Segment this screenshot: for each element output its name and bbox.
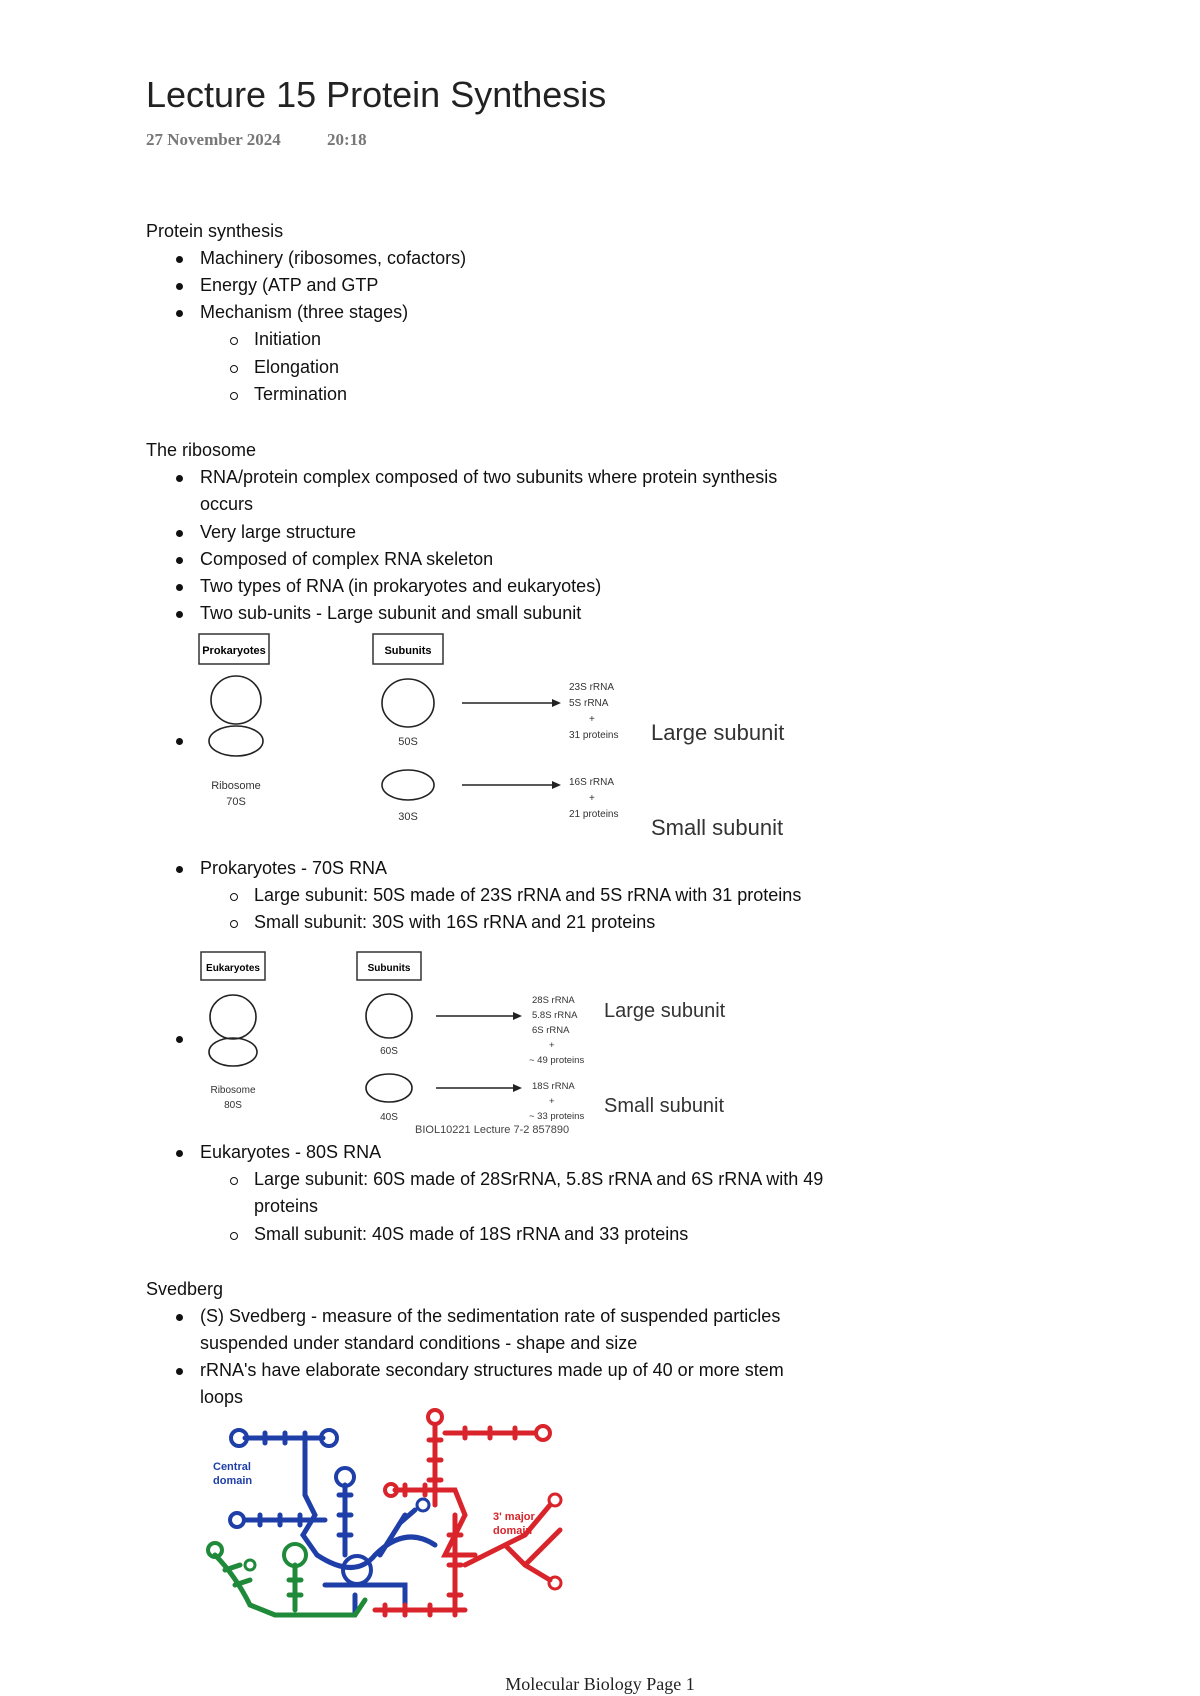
sub-bullet-icon [230,365,238,373]
large-s-label: 60S [380,1046,398,1057]
sub-bullet-icon [230,337,238,345]
rrna-label: 16S rRNA [569,777,615,788]
central-domain-structure [230,1430,435,1615]
bullet-icon [176,530,183,537]
small-subunit-shape [366,1074,412,1102]
list-item: Termination [254,384,348,404]
list-item: Two types of RNA (in prokaryotes and eukaryotes) [200,576,602,596]
central-domain-label: domain [213,1475,253,1487]
arrow-icon [552,699,561,707]
list-item: (S) Svedberg - measure of the sedimentation rate of suspended particles [200,1306,781,1326]
list-item: Eukaryotes - 80S RNA [200,1142,382,1162]
list-item: proteins [254,1196,319,1216]
list-item: rRNA's have elaborate secondary structures made up of 40 or more stem [200,1360,784,1380]
proteins-label: 31 proteins [569,730,619,741]
bullet-icon [176,557,183,564]
sub-bullet-icon [230,920,238,928]
large-subunit-label: Large subunit [604,1000,726,1022]
ribosome-small-shape [209,726,263,756]
prokaryote-ribosome-figure [195,628,835,843]
proteins-label: ~ 49 proteins [529,1055,585,1066]
ribosome-large-shape [211,676,261,724]
page-title: Lecture 15 Protein Synthesis [146,74,607,115]
bullet-icon [176,283,183,290]
bullet-icon [176,1314,183,1321]
plus-label: + [589,793,595,804]
sub-bullet-icon [230,1232,238,1240]
list-item: Elongation [254,357,340,377]
list-item: Energy (ATP and GTP [200,275,379,295]
list-item: suspended under standard conditions - shape and size [200,1333,638,1353]
plus-label: + [549,1040,555,1051]
small-subunit-shape [382,770,434,800]
box-label: Subunits [367,963,411,974]
rrna-label: 28S rRNA [532,995,575,1006]
box-label: Eukaryotes [206,963,260,974]
rrna-label: 23S rRNA [569,682,615,693]
list-item: Large subunit: 50S made of 23S rRNA and 5S rRNA with 31 proteins [254,885,802,905]
list-item: Machinery (ribosomes, cofactors) [200,248,467,268]
box-label: Prokaryotes [202,645,266,657]
list-item: Mechanism (three stages) [200,302,409,322]
sub-bullet-icon [230,1177,238,1185]
small-s-label: 30S [398,811,418,823]
list-item: Large subunit: 60S made of 28SrRNA, 5.8S rRNA and 6S rRNA with 49 [254,1169,824,1189]
bullet-icon [176,1036,183,1043]
plus-label: + [589,714,595,725]
bullet-icon [176,611,183,618]
list-item: loops [200,1387,244,1407]
rrna-label: 5S rRNA [569,698,609,709]
rrna-label: 5.8S rRNA [532,1010,578,1021]
list-item: Two sub-units - Large subunit and small subunit [200,603,582,623]
large-subunit-shape [382,679,434,727]
major-domain-label: 3' major [493,1511,535,1523]
bullet-icon [176,475,183,482]
sub-bullet-icon [230,893,238,901]
list-item: Composed of complex RNA skeleton [200,549,494,569]
page-footer: Molecular Biology Page 1 [505,1674,695,1694]
ribosome-s-label: 70S [226,796,246,808]
list-item: RNA/protein complex composed of two subunits where protein synthesis [200,467,778,487]
major-domain-label: domain [493,1525,533,1537]
section-heading-ribosome: The ribosome [146,440,257,460]
timestamp [146,130,367,150]
bullet-icon [176,310,183,317]
rrna-secondary-structure-figure [205,1405,615,1630]
bullet-icon [176,866,183,873]
rrna-label: 18S rRNA [532,1081,575,1092]
section-heading-protein-synthesis: Protein synthesis [146,221,284,241]
rrna-label: 6S rRNA [532,1025,570,1036]
small-s-label: 40S [380,1112,398,1123]
section-heading-svedberg: Svedberg [146,1279,224,1299]
list-item: Small subunit: 40S made of 18S rRNA and 33 proteins [254,1224,689,1244]
bullet-icon [176,584,183,591]
figure-caption: BIOL10221 Lecture 7-2 857890 [415,1124,570,1136]
list-item: Initiation [254,329,322,349]
list-item: Very large structure [200,522,357,542]
small-subunit-label: Small subunit [604,1095,725,1117]
list-item: Small subunit: 30S with 16S rRNA and 21 proteins [254,912,656,932]
small-subunit-label: Small subunit [651,815,784,840]
date: 27 November 2024 [146,130,281,149]
arrow-icon [513,1084,522,1092]
large-subunit-label: Large subunit [651,720,785,745]
eukaryote-ribosome-figure [195,946,815,1141]
list-item: occurs [200,494,254,514]
5-prime-domain-structure [208,1543,365,1615]
bullet-icon [176,738,183,745]
bullet-icon [176,1368,183,1375]
arrow-icon [552,781,561,789]
time: 20:18 [326,130,367,149]
ribosome-large-shape [210,995,256,1039]
proteins-label: ~ 33 proteins [529,1111,585,1122]
arrow-icon [513,1012,522,1020]
bullet-icon [176,256,183,263]
ribosome-label: Ribosome [211,780,261,792]
sub-bullet-icon [230,392,238,400]
ribosome-small-shape [209,1038,257,1066]
large-subunit-shape [366,994,412,1038]
large-s-label: 50S [398,736,418,748]
plus-label: + [549,1096,555,1107]
proteins-label: 21 proteins [569,809,619,820]
ribosome-s-label: 80S [224,1100,242,1111]
box-label: Subunits [384,645,432,657]
list-item: Prokaryotes - 70S RNA [200,858,388,878]
bullet-icon [176,1150,183,1157]
central-domain-label: Central [213,1461,251,1473]
ribosome-label: Ribosome [210,1085,256,1096]
